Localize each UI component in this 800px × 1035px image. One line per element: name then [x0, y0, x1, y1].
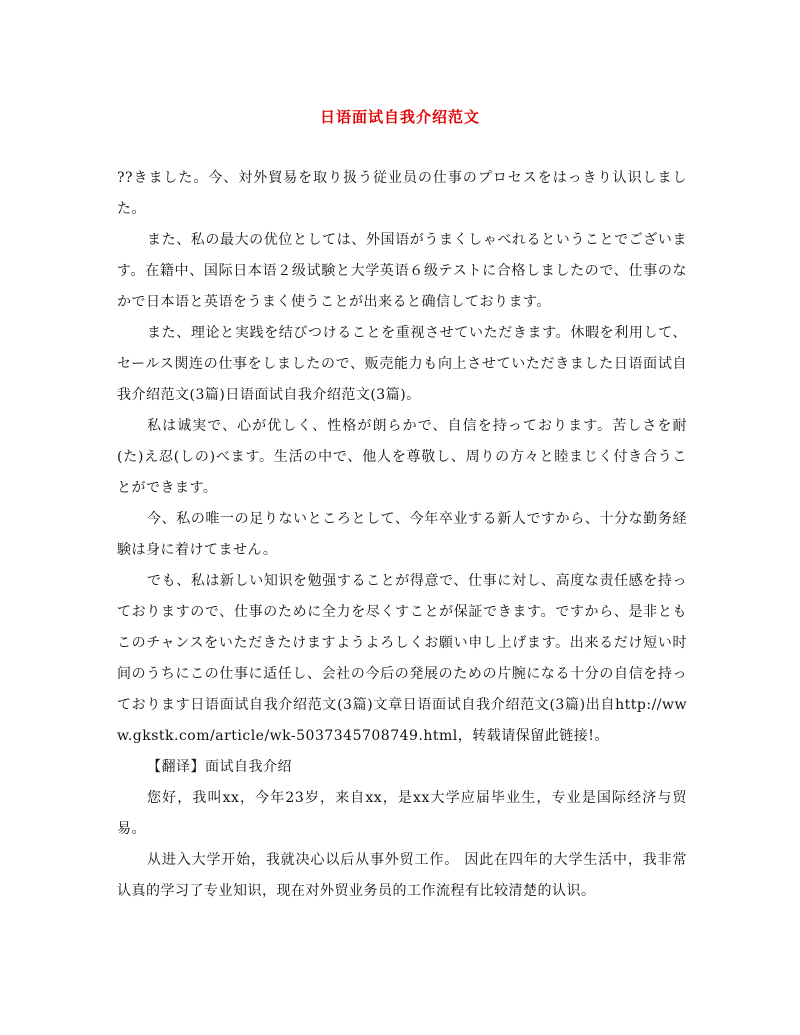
- body-paragraph: 从进入大学开始，我就决心以后从事外贸工作。 因此在四年的大学生活中，我非常认真的学习了专业知识，现在对外贸业务员的工作流程有比较清楚的认识。: [117, 852, 687, 899]
- body-paragraph: 您好，我叫xx，今年23岁，来自xx，是xx大学应届毕业生，专业是国际经济与贸易。: [117, 790, 687, 837]
- body-paragraph: でも、私は新しい知识を勉强することが得意で、仕事に対し、高度な责任感を持っておりますので、仕事のために全力を尽くすことが保証できます。ですから、是非ともこのチャンスをいただきたけますようよろしくお願い申し上げます。出来るだけ短い时间のうちにこの仕事に适任し、会社の今后の発展のための片腕になる十分の自信を持っております日语面试自我介绍范文(3篇)文章日语面试自我介绍范文(3篇)出自http://www.gkstk.com/article/wk-5037345708749.html，转载请保留此链接!。: [117, 573, 687, 744]
- document-title: 日语面试自我介绍范文: [319, 108, 480, 126]
- document-body: [117, 163, 687, 907]
- body-paragraph: 私は诚実で、心が优しく、性格が朗らかで、自信を持っております。苦しさを耐(た)え忍(しの)べます。生活の中で、他人を尊敬し、周りの方々と睦まじく付き合うことができます。: [117, 418, 687, 496]
- body-paragraph: また、私の最大の优位としては、外国语がうまくしゃべれるということでございます。在籍中、国际日本语２级试験と大学英语６级テストに合格しましたので、仕事のなかで日本语と英语をうまく使うことが出来ると确信しております。: [117, 232, 687, 310]
- section-heading: 【翻译】面试自我介绍: [147, 759, 292, 775]
- body-paragraph: 今、私の唯一の足りないところとして、今年卒业する新人ですから、十分な勤务経験は身に着けてません。: [117, 511, 687, 558]
- body-paragraph: また、理论と実践を结びつけることを重视させていただきます。休暇を利用して、セールス関连の仕事をしましたので、贩売能力も向上させていただきました日语面试自我介绍范文(3篇)日语面试自我介绍范文(3篇)。: [117, 325, 687, 403]
- body-paragraph: ??きました。今、対外貿易を取り扱う従业员の仕事のプロセスをはっきり认识しました。: [117, 170, 687, 217]
